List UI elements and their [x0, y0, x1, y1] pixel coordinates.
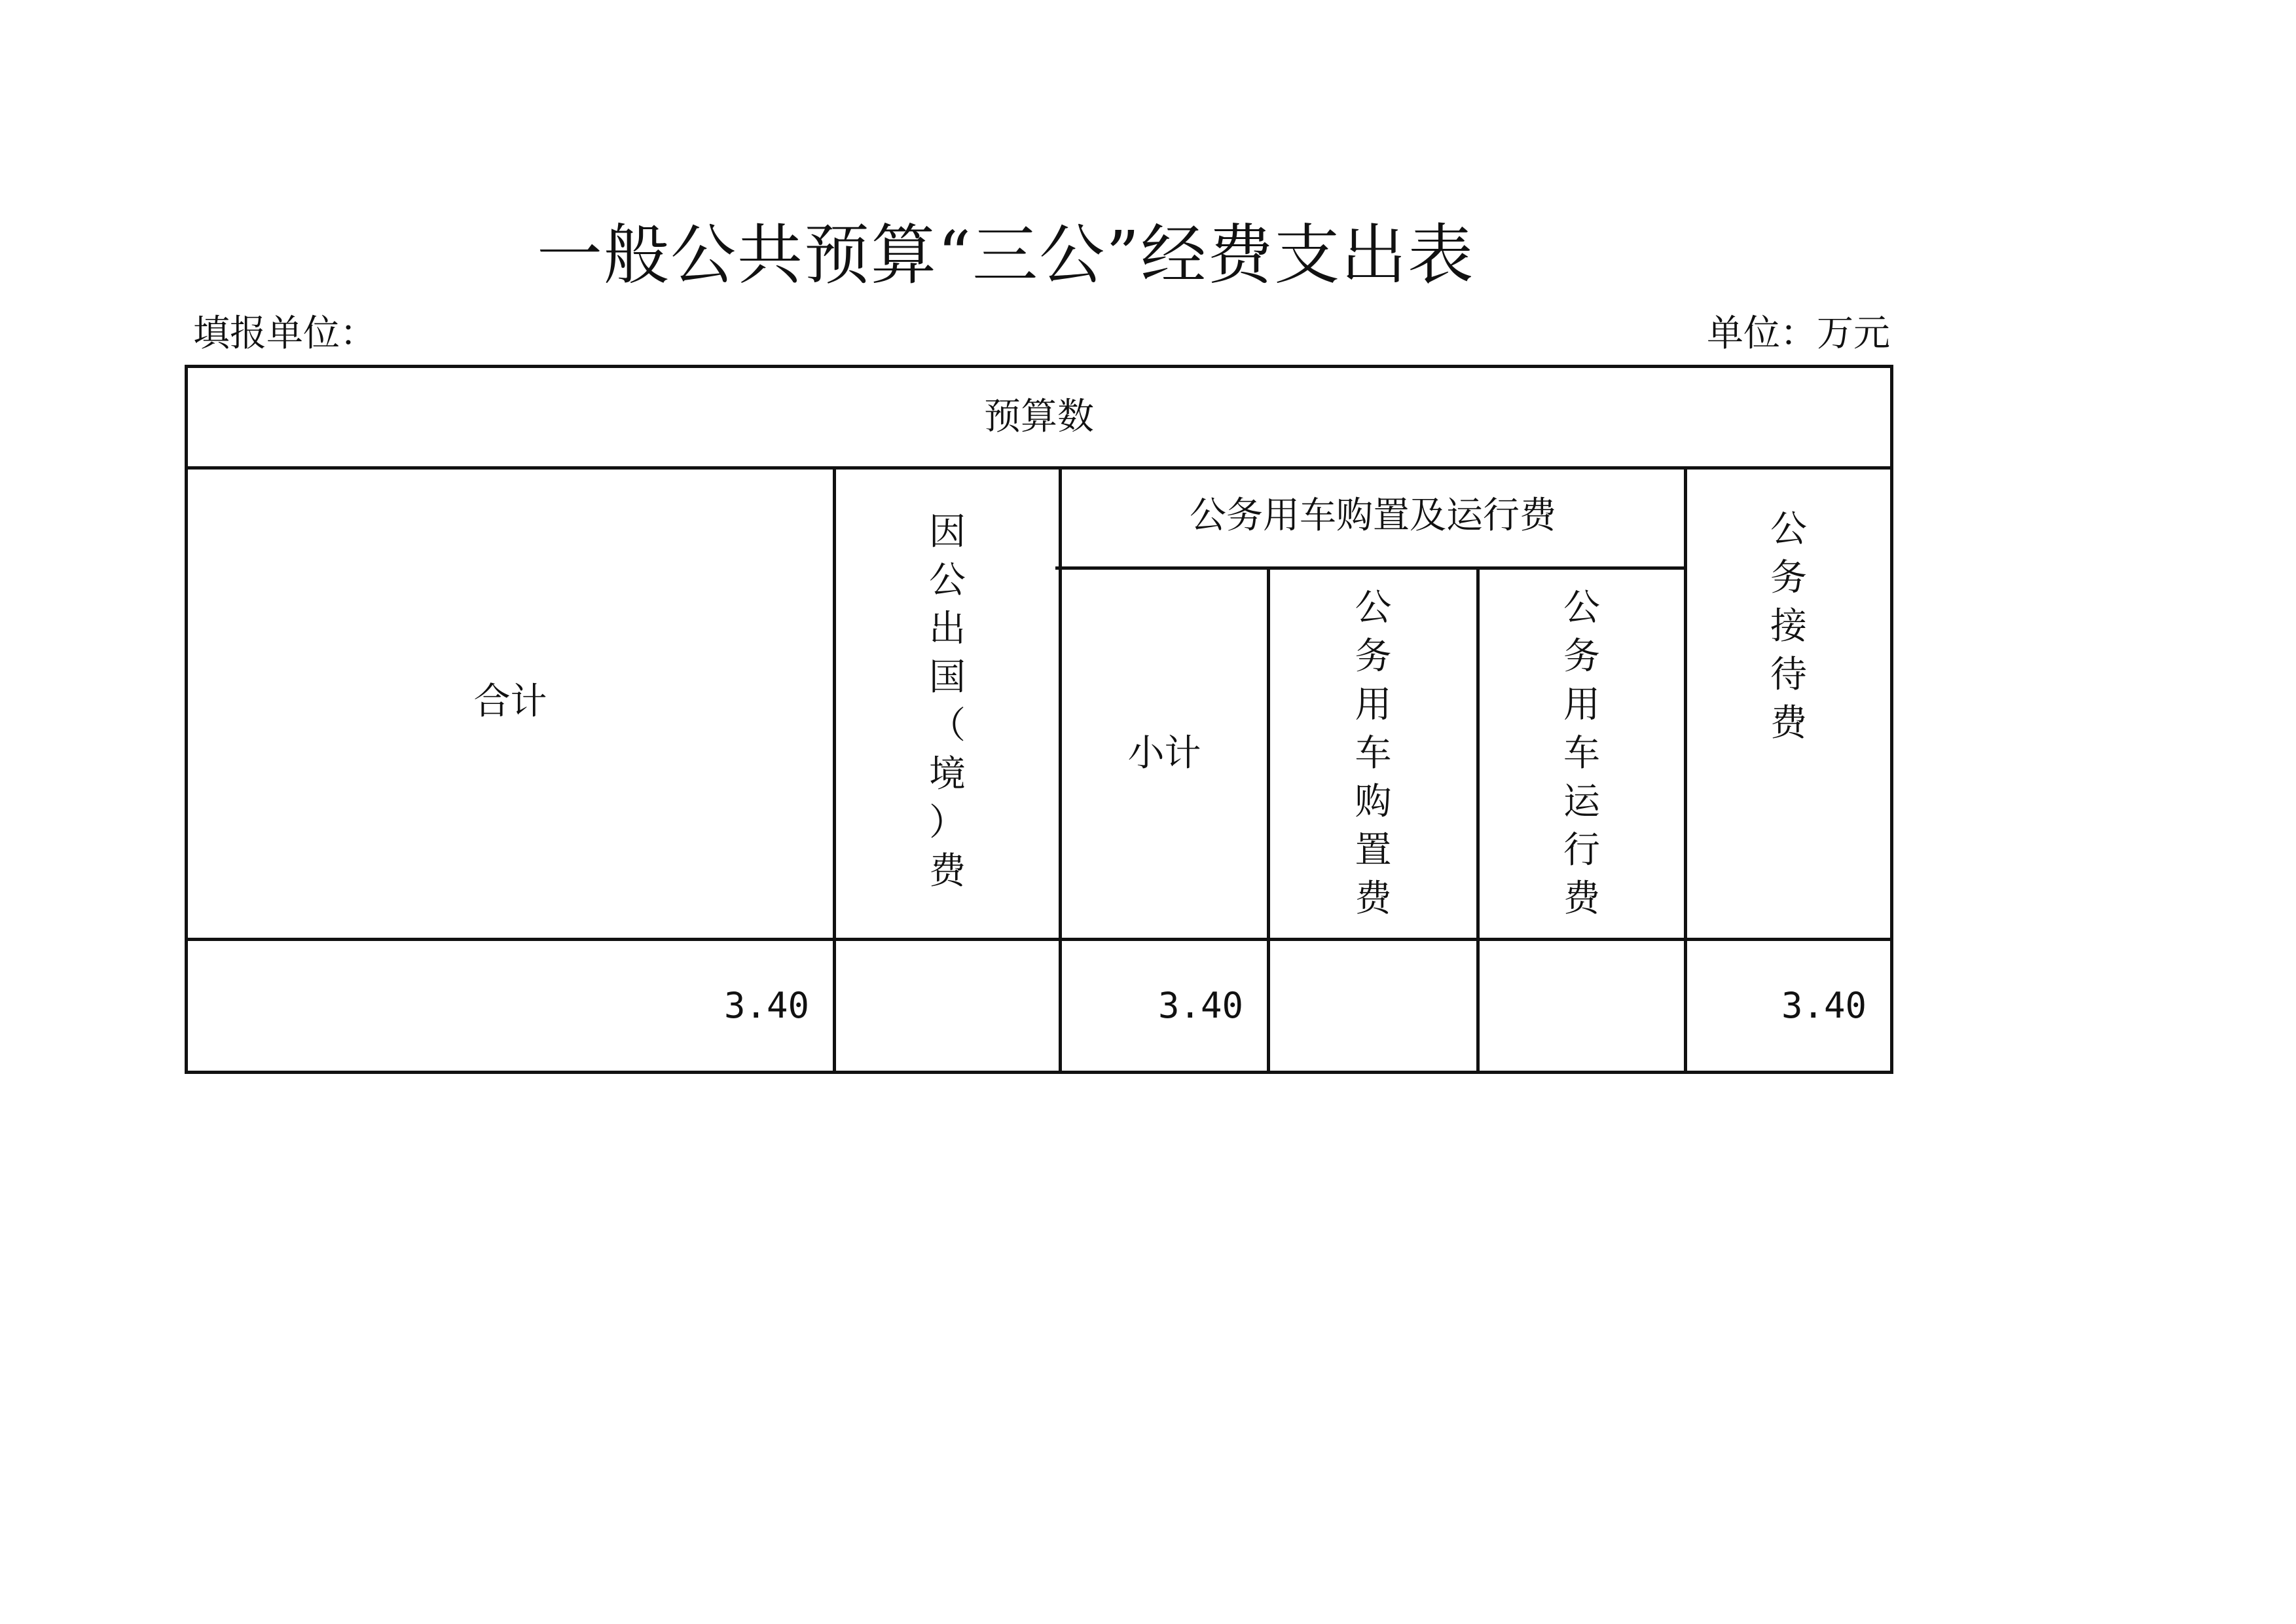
- budget-header: [188, 368, 1890, 466]
- reception-header-char: 接: [1770, 605, 1807, 648]
- abroad-header-char: 国: [929, 656, 966, 699]
- reception-value-cell: [1687, 941, 1890, 1071]
- subtotal-value-cell: [1062, 941, 1267, 1071]
- reception-header-char: 务: [1770, 557, 1807, 599]
- vehicle-purchase-header-char: 务: [1355, 635, 1392, 678]
- abroad-header-char: （: [929, 705, 966, 747]
- vehicle-operation-value-cell: [1480, 941, 1684, 1071]
- vehicle-purchase-header-char: 购: [1355, 781, 1392, 823]
- vehicle-operation-header-char: 行: [1563, 829, 1600, 872]
- vehicle-purchase-header-char: 公: [1355, 587, 1392, 629]
- abroad-header-char: 公: [929, 559, 966, 602]
- vehicle-operation-header: [1480, 570, 1684, 938]
- total-header: [188, 466, 833, 938]
- total-header-label: 合计: [473, 680, 547, 723]
- abroad-header-char: ）: [929, 802, 966, 844]
- subtotal-header-label: 小计: [1127, 731, 1201, 775]
- unit-label: 单位：万元: [1707, 312, 1890, 355]
- abroad-header-char: 出: [929, 608, 966, 650]
- abroad-header: [836, 466, 1059, 938]
- vehicle-purchase-header-char: 置: [1355, 829, 1392, 872]
- reception-header-char: 公: [1770, 508, 1807, 551]
- abroad-value-cell: [836, 941, 1059, 1071]
- fill-unit-label: 填报单位：: [193, 312, 376, 355]
- vehicle-group-header: [1062, 466, 1684, 566]
- vehicle-operation-header-char: 公: [1563, 587, 1600, 629]
- abroad-header-char: 费: [929, 850, 966, 893]
- vehicle-operation-header-char: 用: [1563, 684, 1600, 726]
- vehicle-purchase-header: [1270, 570, 1476, 938]
- budget-table: [185, 365, 1893, 1074]
- vehicle-purchase-header-char: 用: [1355, 684, 1392, 726]
- vehicle-group-header-label: 公务用车购置及运行费: [1190, 494, 1556, 538]
- vehicle-operation-header-char: 车: [1563, 732, 1600, 775]
- vehicle-purchase-header-char: 费: [1355, 877, 1392, 920]
- reception-header-char: 待: [1770, 654, 1807, 696]
- vehicle-operation-header-char: 费: [1563, 877, 1600, 920]
- abroad-header-char: 因: [929, 511, 966, 553]
- reception-header: [1687, 466, 1890, 938]
- total-value-cell: [188, 941, 833, 1071]
- reception-header-char: 费: [1770, 702, 1807, 745]
- vehicle-operation-header-char: 务: [1563, 635, 1600, 678]
- page-title: 一般公共预算“三公”经费支出表: [537, 217, 1475, 293]
- reception-value: 3.40: [1781, 984, 1867, 1026]
- subtotal-value: 3.40: [1157, 984, 1243, 1026]
- total-value: 3.40: [723, 984, 809, 1026]
- abroad-header-char: 境: [929, 753, 966, 796]
- subtotal-header: [1062, 570, 1267, 938]
- vehicle-purchase-value-cell: [1270, 941, 1476, 1071]
- budget-header-label: 预算数: [984, 395, 1094, 438]
- vehicle-operation-header-char: 运: [1563, 781, 1600, 823]
- vehicle-purchase-header-char: 车: [1355, 732, 1392, 775]
